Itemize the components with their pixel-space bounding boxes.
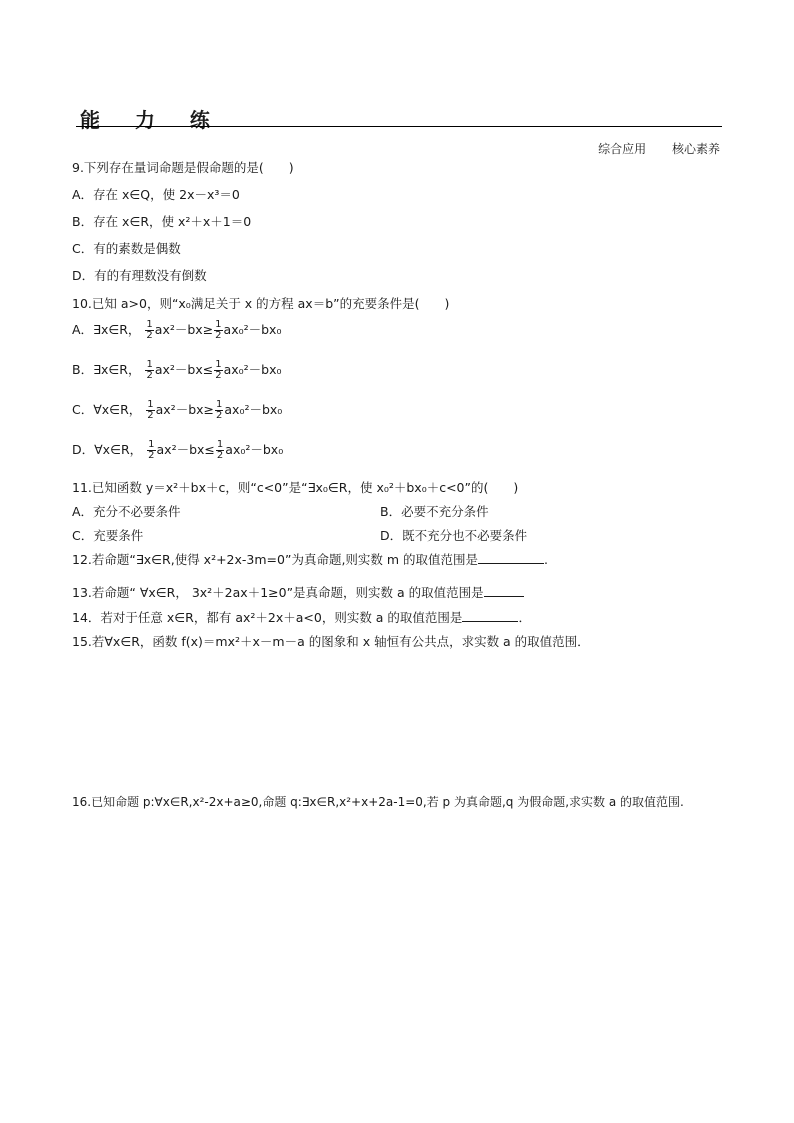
section-title: 能 力 练	[80, 108, 224, 132]
tag-core-literacy: 核心素养	[671, 142, 720, 156]
q10-a-rhs: ax₀²－bx₀	[223, 322, 282, 337]
q12-text: 12.若命题“∃x∈R,使得 x²+2x-3m=0”为真命题,则实数 m 的取值范围是	[72, 552, 479, 567]
q15-stem: 15.若∀x∈R，函数 f(x)＝mx²＋x－m－a 的图象和 x 轴恒有公共点，求实数 a 的取值范围．	[72, 634, 590, 649]
answer-blank	[484, 584, 524, 597]
fraction-half: $\frac{1}{2}$	[215, 359, 222, 381]
q10-c-label: C．∀x∈R，	[72, 402, 142, 417]
q11-option-d: D．既不充分也不必要条件	[380, 528, 528, 543]
section-tags	[576, 140, 720, 157]
fraction-half: $\frac{1}{2}$	[147, 399, 154, 421]
q10-d-lhs: ax²－bx	[156, 442, 205, 457]
q9-option-d: D．有的有理数没有倒数	[72, 268, 207, 283]
fraction-half: $\frac{1}{2}$	[146, 359, 153, 381]
q10-d-rel: ≤	[204, 442, 215, 457]
q11-option-b: B．必要不充分条件	[380, 504, 489, 519]
q11-stem: 11.已知函数 y＝x²＋bx＋c，则“c<0”是“∃x₀∈R，使 x₀²＋bx₀＋c<0”的( )	[72, 480, 519, 495]
q11-option-a: A．充分不必要条件	[72, 504, 181, 519]
q10-b-rel: ≤	[202, 362, 214, 377]
q14-end: ．	[518, 610, 531, 625]
q10-stem: 10.已知 a>0，则“x₀满足关于 x 的方程 ax＝b”的充要条件是( )	[72, 296, 450, 311]
q10-option-d	[72, 440, 283, 461]
fraction-half: $\frac{1}{2}$	[146, 319, 153, 341]
fraction-half: $\frac{1}{2}$	[216, 399, 223, 421]
q10-c-rhs: ax₀²－bx₀	[224, 402, 283, 417]
q10-b-rhs: ax₀²－bx₀	[223, 362, 282, 377]
q10-a-label: A．∃x∈R，	[72, 322, 141, 337]
q10-c-rel: ≥	[203, 402, 215, 417]
fraction-half: $\frac{1}{2}$	[216, 439, 224, 461]
q13-stem	[72, 584, 524, 601]
tag-comprehensive: 综合应用	[598, 142, 647, 156]
q16-stem: 16.已知命题 p:∀x∈R,x²-2x+a≥0,命题 q:∃x∈R,x²+x+2a-1=0,若 p 为真命题,q 为假命题,求实数 a 的取值范围.	[72, 795, 684, 809]
q14-text: 14．若对于任意 x∈R，都有 ax²＋2x＋a<0，则实数 a 的取值范围是	[72, 610, 463, 625]
q13-text: 13.若命题“ ∀x∈R， 3x²＋2ax＋1≥0”是真命题，则实数 a 的取值范围是	[72, 585, 484, 600]
q9-option-c: C．有的素数是偶数	[72, 241, 181, 256]
q10-c-lhs: ax²－bx	[155, 402, 204, 417]
q9-option-b: B．存在 x∈R，使 x²＋x＋1＝0	[72, 214, 252, 229]
q11-option-c: C．充要条件	[72, 528, 144, 543]
q9-option-a: A．存在 x∈Q，使 2x－x³＝0	[72, 187, 240, 202]
q10-b-lhs: ax²－bx	[154, 362, 203, 377]
answer-blank	[478, 551, 544, 564]
q10-option-b	[72, 360, 282, 381]
q10-d-label: D．∀x∈R，	[72, 442, 143, 457]
q9-stem: 9.下列存在量词命题是假命题的是( )	[72, 160, 294, 175]
section-title-rule	[76, 126, 722, 127]
q12-end: .	[544, 552, 549, 567]
q14-stem	[72, 609, 531, 626]
fraction-half: $\frac{1}{2}$	[148, 439, 155, 461]
q10-a-lhs: ax²－bx	[154, 322, 203, 337]
q10-a-rel: ≥	[202, 322, 214, 337]
q10-option-a	[72, 320, 281, 341]
q10-b-label: B．∃x∈R，	[72, 362, 141, 377]
q12-stem	[72, 551, 548, 568]
q10-d-rhs: ax₀²－bx₀	[225, 442, 284, 457]
answer-blank	[462, 609, 518, 622]
q10-option-c	[72, 400, 282, 421]
fraction-half: $\frac{1}{2}$	[215, 319, 222, 341]
